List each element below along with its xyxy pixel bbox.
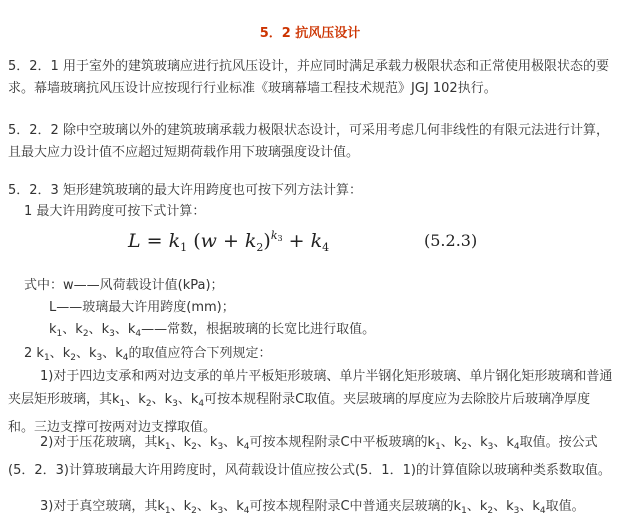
formula-5-2-3: $L = k_1$ $(w + k_2)^{k_3} + k_4$ — [128, 229, 330, 254]
equation-row — [0, 229, 620, 261]
clause-5-2-2: 5．2．2 除中空玻璃以外的建筑玻璃承载力极限状态设计，可采用考虑几何非线性的有限元法进行计算，且最大应力设计值不应超过短期荷载作用下玻璃强度设计值。 — [8, 123, 609, 160]
rule-item-3: 3)对于真空玻璃，其$k_1$、$k_2$、$k_3$、$k_4$可按本规程附录C中普通夹层玻璃的$k_1$、$k_2$、$k_3$、$k_4$取值。 — [40, 499, 585, 516]
formula-number: (5.2.3) — [424, 231, 478, 250]
where-k: $k_1$、$k_2$、$k_3$、$k_4——$常数，根据玻璃的长宽比进行取值。 — [49, 322, 376, 339]
where-L: L——玻璃最大许用跨度(mm)； — [49, 300, 235, 315]
where-w: 式中：w——风荷载设计值(kPa)； — [24, 278, 224, 293]
rule-item-1: 1)对于四边支承和两对边支承的单片平板矩形玻璃、单片半钢化矩形玻璃、单片钢化矩形玻璃和普通夹层矩形玻璃，其$k_1$、$k_2$、$k_3$、$k_4$可按本规程附录C取值。夹层玻璃的厚度应为去除胶片后玻璃净厚度和。三边支撑可按两对边支撑取值。 — [8, 369, 613, 435]
clause-5-2-3: 5．2．3 矩形建筑玻璃的最大许用跨度也可按下列方法计算： — [8, 183, 362, 198]
rule-item-2: 2)对于压花玻璃，其$k_1$、$k_2$、$k_3$、$k_4$可按本规程附录C中平板玻璃的$k_1$、$k_2$、$k_3$、$k_4$取值。按公式(5．2．3)计算玻璃最大许用跨度时，风荷载设计值应按公式(5．1．1)的计算值除以玻璃种类系数取值。 — [8, 435, 611, 478]
clause-5-2-3-item-2: 2 $k_1$、$k_2$、$k_3$、$k_4$的取值应符合下列规定： — [24, 346, 272, 363]
clause-5-2-1: 5．2．1 用于室外的建筑玻璃应进行抗风压设计，并应同时满足承载力极限状态和正常使用极限状态的要求。幕墙玻璃抗风压设计应按现行行业标准《玻璃幕墙工程技术规范》JGJ 102执行。 — [8, 59, 609, 96]
clause-5-2-3-item-1: 1 最大许用跨度可按下式计算： — [24, 204, 206, 219]
section-title: 5．2 抗风压设计 — [259, 26, 361, 41]
